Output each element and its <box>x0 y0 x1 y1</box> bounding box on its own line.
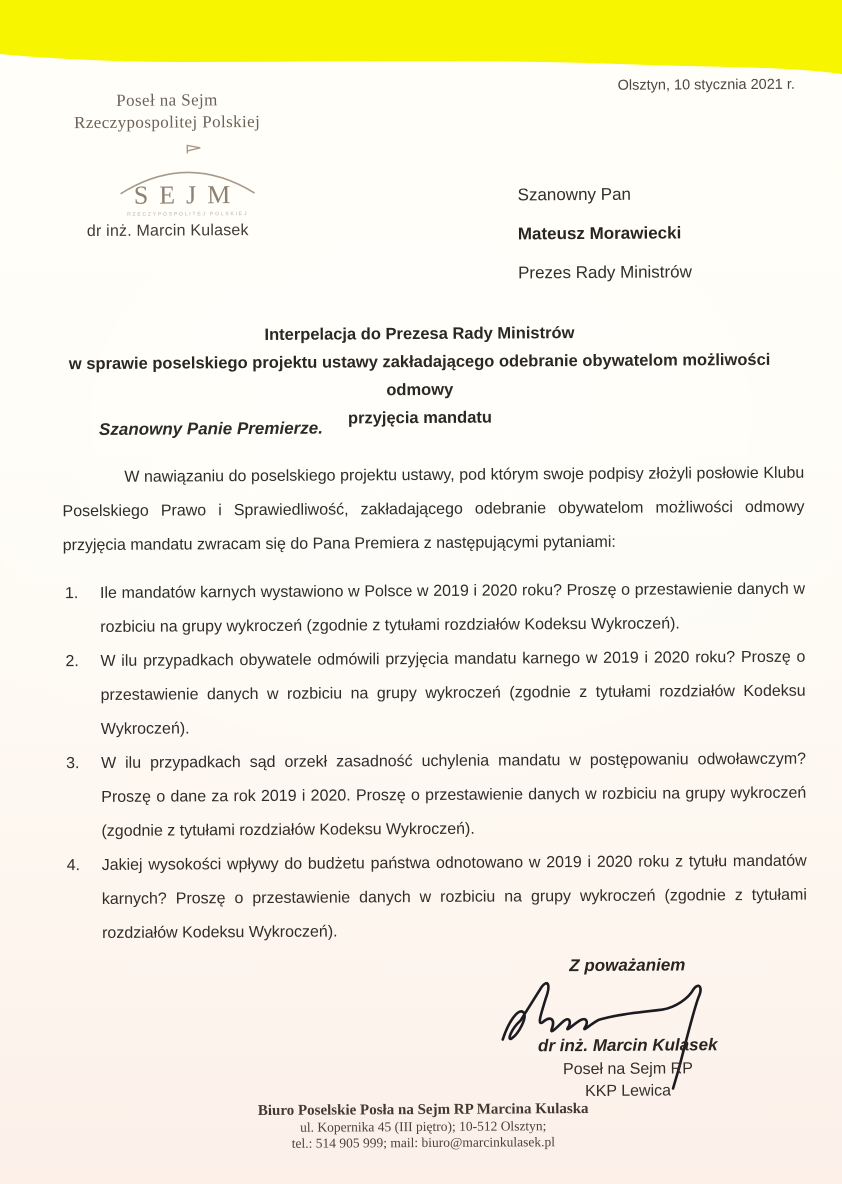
sejm-logo-text: SEJM <box>133 180 242 210</box>
sender-line2: Rzeczypospolitej Polskiej <box>74 111 261 133</box>
intro-paragraph: W nawiązaniu do poselskiego projektu ustawy, pod którym swoje podpisy złożyli posłowie Klubu Poselskiego Prawo i Sprawiedliwość, zakładającego odebranie obywatelom możliwości odmowy przyjęcia mandatu zwracam się do Pana Premiera z następującymi pytaniami: <box>62 464 805 555</box>
recipient-block <box>517 174 808 293</box>
sender-header <box>52 89 282 134</box>
question-number: 2. <box>65 653 79 671</box>
question-list <box>63 573 807 952</box>
office-contact: tel.: 514 905 999; mail: biuro@marcinkulasek.pl <box>291 1134 556 1151</box>
recipient-salutation: Szanowny Pan <box>517 184 632 205</box>
recipient-title: Prezes Rady Ministrów <box>517 262 692 283</box>
office-name: Biuro Poselskie Posła na Sejm RP Marcina Kulaska <box>257 1100 589 1120</box>
sejm-logo <box>100 143 275 224</box>
question-number: 1. <box>64 585 79 603</box>
subject-line3: przyjęcia mandatu <box>347 408 492 428</box>
closing-phrase: Z poważaniem <box>569 955 686 976</box>
question-text: W ilu przypadkach sąd orzekł zasadność uchylenia mandatu w postępowaniu odwoławczym? Proszę o dane za rok 2019 i 2020. Proszę o przestawienie danych w rozbiciu na grupy wykroczeń (zgodnie z tytułami rozdziałów Kodeksu Wykroczeń). <box>100 750 807 840</box>
office-address: ul. Kopernika 45 (III piętro); 10-512 Olsztyn; <box>300 1118 547 1135</box>
sejm-flag-icon <box>187 145 200 153</box>
question-number: 3. <box>65 755 80 773</box>
subject-line2: w sprawie poselskiego projektu ustawy zakładającego odebranie obywatelom możliwości odmowy <box>68 350 771 400</box>
signer-role-1: Poseł na Sejm RP <box>562 1060 693 1079</box>
office-footer <box>153 1100 693 1152</box>
subject-block <box>38 318 801 435</box>
question-item <box>64 743 807 850</box>
question-item <box>65 845 808 952</box>
question-item <box>63 641 806 748</box>
signer-role-2: KKP Lewica <box>585 1082 672 1101</box>
sender-line1: Poseł na Sejm <box>116 90 218 110</box>
dateline: Olsztyn, 10 stycznia 2021 r. <box>617 76 795 94</box>
subject-line1: Interpelacja do Prezesa Rady Ministrów <box>264 324 575 344</box>
question-text: Ile mandatów karnych wystawiono w Polsce w 2019 i 2020 roku? Proszę o przestawienie danych w rozbiciu na grupy wykroczeń (zgodnie z tytułami rozdziałów Kodeksu Wykroczeń). <box>99 580 806 636</box>
signer-name: dr inż. Marcin Kulasek <box>537 1035 718 1056</box>
sejm-logo-subtext: RZECZYPOSPOLITEJ POLSKIEJ <box>127 211 249 218</box>
question-item <box>63 573 805 646</box>
recipient-name: Mateusz Morawiecki <box>517 223 682 244</box>
sender-name: dr inż. Marcin Kulasek <box>86 222 249 241</box>
greeting: Szanowny Panie Premierze. <box>98 418 323 439</box>
question-text: W ilu przypadkach obywatele odmówili przyjęcia mandatu karnego w 2019 i 2020 roku? Proszę o przestawienie danych w rozbiciu na grupy wykroczeń (zgodnie z tytułami rozdziałów Kodeksu Wykroczeń). <box>100 648 806 738</box>
question-number: 4. <box>66 857 81 875</box>
question-text: Jakiej wysokości wpływy do budżetu państwa odnotowano w 2019 i 2020 roku z tytułu mandatów karnych? Proszę o przestawienie danych w rozbiciu na grupy wykroczeń (zgodnie z tytułami rozdziałów Kodeksu Wykroczeń). <box>101 852 807 942</box>
